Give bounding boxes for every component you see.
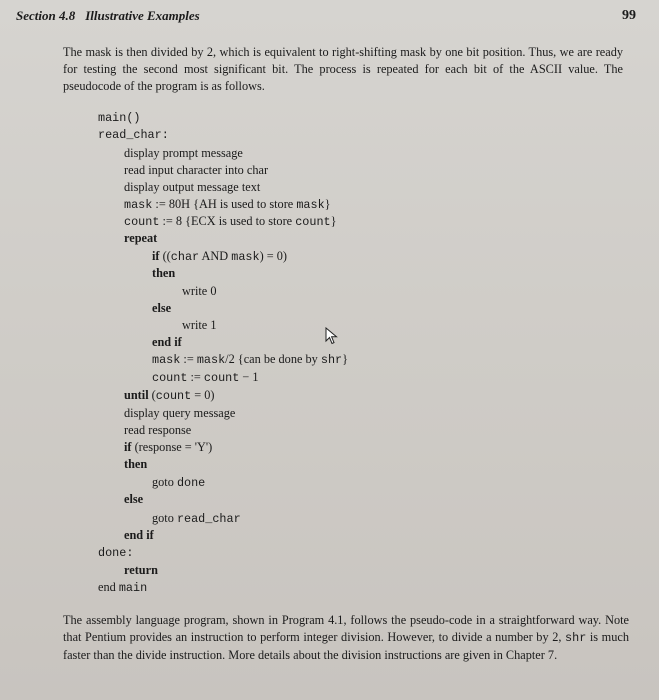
closing-paragraph: The assembly language program, shown in Program 4.1, follows the pseudo-code in a straightforward way. Note that Pentium provides an instruction to perform integer division. However, to divide a number by 2, shr is much faster than the divide instruction. More details about the division instructions are given in Chapter 7.	[63, 613, 629, 662]
code-line-goto-read-char: goto read_char	[152, 511, 241, 526]
code-line: display prompt message	[124, 146, 243, 160]
code-line-if: if ((char AND mask) = 0)	[152, 249, 287, 264]
code-line-repeat: repeat	[124, 231, 158, 245]
code-line-end-main: end main	[98, 580, 148, 595]
code-line-write-0: write 0	[182, 284, 217, 298]
code-line: display output message text	[124, 180, 261, 194]
code-line-then: then	[152, 266, 176, 280]
code-line-main: main()	[98, 111, 141, 125]
code-line-count-init: count := 8 {ECX is used to store count}	[124, 214, 337, 229]
code-line-write-1: write 1	[182, 318, 217, 332]
code-line: display query message	[124, 406, 236, 420]
code-line-until: until (count = 0)	[124, 388, 215, 403]
code-line-count-dec: count := count − 1	[152, 370, 259, 385]
code-line-read-char-label: read_char:	[98, 128, 169, 142]
code-line-done-label: done:	[98, 546, 134, 560]
page-number: 99	[622, 8, 636, 23]
code-line-goto-done: goto done	[152, 475, 206, 490]
page-header	[16, 8, 636, 30]
code-line-mask-init: mask := 80H {AH is used to store mask}	[124, 197, 331, 212]
code-line-return: return	[124, 563, 158, 577]
intro-paragraph: The mask is then divided by 2, which is equivalent to right-shifting mask by one bit position. Thus, we are ready for testing the second most significant bit. The process is repeated for each bit of the ASCII value. The pseudocode of the program is as follows.	[63, 45, 623, 93]
code-line: read input character into char	[124, 163, 269, 177]
code-line-then: then	[124, 457, 148, 471]
code-line: read response	[124, 423, 192, 437]
code-line-else: else	[124, 492, 144, 506]
section-title: Illustrative Examples	[85, 8, 200, 23]
code-line-mask-shift: mask := mask/2 {can be done by shr}	[152, 352, 349, 367]
code-line-end-if: end if	[124, 528, 154, 542]
code-line-if-response: if (response = 'Y')	[124, 440, 213, 454]
mouse-pointer-icon	[325, 327, 339, 345]
code-line-end-if: end if	[152, 335, 182, 349]
code-line-else: else	[152, 301, 172, 315]
section-label: Section 4.8	[16, 8, 76, 23]
